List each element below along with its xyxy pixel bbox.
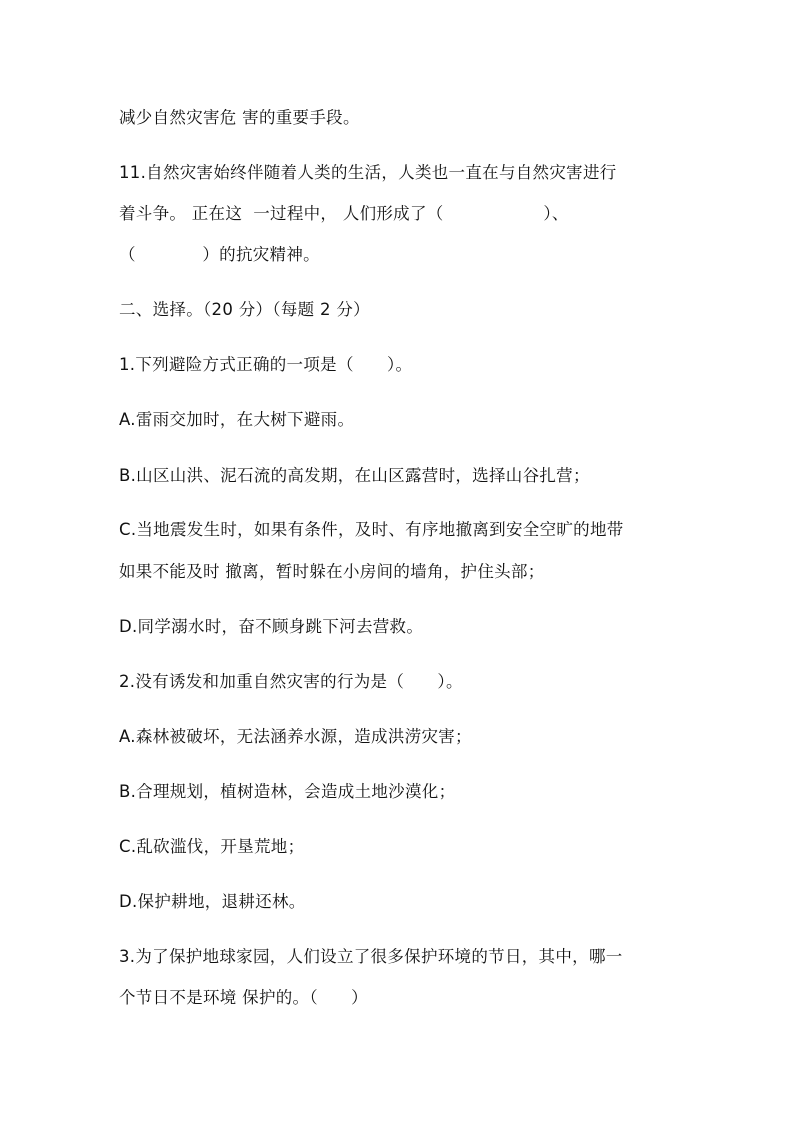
question-1-option-b: B.山区山洪、泥石流的高发期，在山区露营时，选择山谷扎营； bbox=[119, 466, 590, 485]
question-2-option-d: D.保护耕地，退耕还林。 bbox=[119, 892, 306, 911]
question-2-option-c: C.乱砍滥伐，开垦荒地； bbox=[119, 837, 305, 856]
question-1: 1.下列避险方式正确的一项是（ ）。 bbox=[119, 355, 413, 374]
question-2: 2.没有诱发和加重自然灾害的行为是（ ）。 bbox=[119, 672, 463, 691]
question-11-line-2: 着斗争。 正在这 一过程中， 人们形成了（ ）、 bbox=[119, 204, 569, 223]
question-1-option-c-line-2: 如果不能及时 撤离，暂时躲在小房间的墙角，护住头部； bbox=[119, 562, 545, 581]
question-3-line-2: 个节日不是环境 保护的。（ ） bbox=[119, 988, 368, 1007]
question-1-option-c-line-1: C.当地震发生时，如果有条件，及时、有序地撤离到安全空旷的地带 bbox=[119, 520, 624, 539]
question-2-option-b: B.合理规划，植树造林，会造成土地沙漠化； bbox=[119, 782, 456, 801]
question-11-line-3: （ ）的抗灾精神。 bbox=[119, 245, 320, 264]
question-2-option-a: A.森林被破坏，无法涵养水源，造成洪涝灾害； bbox=[119, 727, 472, 746]
question-1-option-d: D.同学溺水时，奋不顾身跳下河去营救。 bbox=[119, 617, 424, 636]
question-3-line-1: 3.为了保护地球家园，人们设立了很多保护环境的节日，其中，哪一 bbox=[119, 947, 623, 966]
section-heading: 二、选择。（20 分）（每题 2 分） bbox=[119, 300, 370, 319]
question-1-option-a: A.雷雨交加时，在大树下避雨。 bbox=[119, 410, 355, 429]
text-line-1: 减少自然灾害危 害的重要手段。 bbox=[119, 108, 360, 127]
question-11-line-1: 11.自然灾害始终伴随着人类的生活，人类也一直在与自然灾害进行 bbox=[119, 163, 617, 182]
